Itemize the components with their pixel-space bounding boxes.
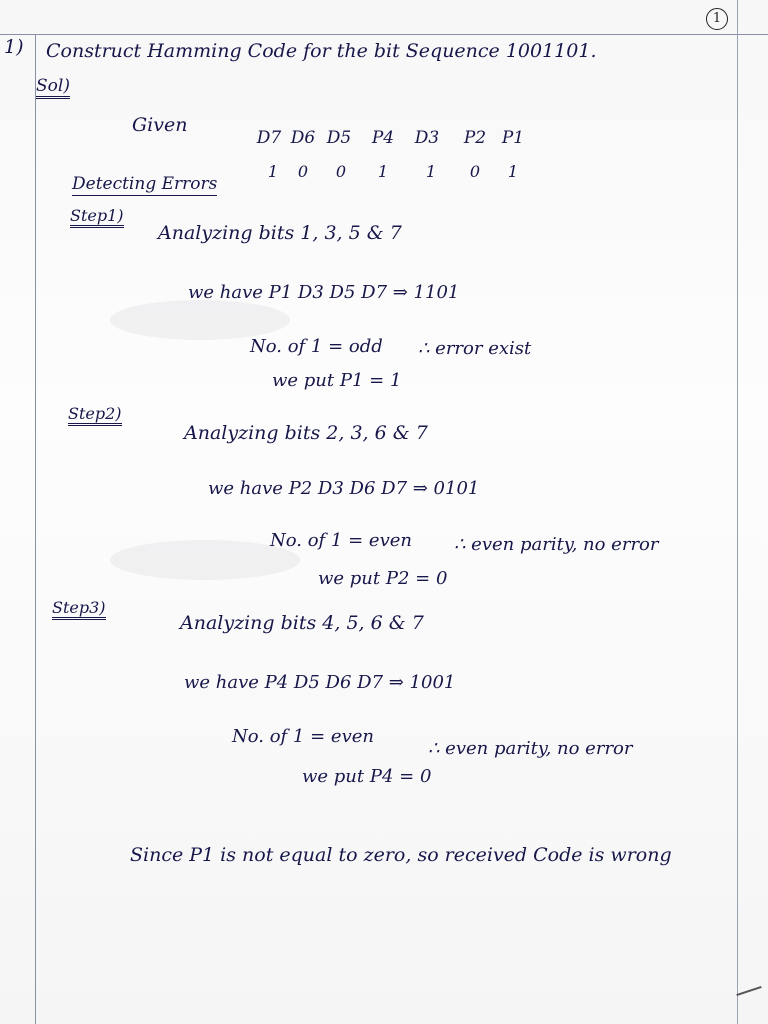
- step-result: ∴ error exist: [418, 338, 532, 359]
- bit-value: 1: [377, 162, 389, 181]
- corner-mark: [736, 986, 761, 996]
- solution-label: Sol): [36, 76, 70, 99]
- top-rule-line: [0, 34, 768, 35]
- step-analyzing: Analyzing bits 4, 5, 6 & 7: [180, 612, 424, 634]
- right-rule-line: [737, 0, 738, 1024]
- step-put: we put P1 = 1: [272, 370, 402, 391]
- bit-value: 0: [469, 162, 481, 181]
- bit-value: 1: [425, 162, 437, 181]
- bit-value: 0: [297, 162, 309, 181]
- question-number: 1): [4, 36, 24, 58]
- given-label: Given: [132, 114, 188, 136]
- step-analyzing: Analyzing bits 1, 3, 5 & 7: [158, 222, 402, 244]
- step-result: ∴ even parity, no error: [428, 738, 633, 759]
- step-we-have: we have P1 D3 D5 D7 ⇒ 1101: [188, 282, 460, 303]
- position-label: D7: [256, 128, 282, 148]
- position-label: D5: [326, 128, 352, 148]
- step-put: we put P4 = 0: [302, 766, 432, 787]
- margin-rule-line: [35, 34, 36, 1024]
- bit-value: 0: [335, 162, 347, 181]
- step-count: No. of 1 = odd: [250, 336, 383, 357]
- question-text: Construct Hamming Code for the bit Sequence 1001101.: [46, 40, 597, 62]
- conclusion-text: Since P1 is not equal to zero, so received Code is wrong: [130, 844, 672, 866]
- step-label: Step1): [70, 206, 124, 228]
- step-count: No. of 1 = even: [232, 726, 374, 747]
- page-number: 1: [706, 8, 728, 30]
- step-result: ∴ even parity, no error: [454, 534, 659, 555]
- section-heading: Detecting Errors: [72, 174, 218, 194]
- bit-value: 1: [507, 162, 519, 181]
- step-we-have: we have P2 D3 D6 D7 ⇒ 0101: [208, 478, 480, 499]
- smudge: [110, 300, 290, 340]
- step-label: Step3): [52, 598, 106, 620]
- position-label: D3: [414, 128, 440, 148]
- step-label: Step2): [68, 404, 122, 426]
- bit-value: 1: [267, 162, 279, 181]
- position-label: P1: [501, 128, 525, 148]
- step-we-have: we have P4 D5 D6 D7 ⇒ 1001: [184, 672, 456, 693]
- position-label: D6: [290, 128, 316, 148]
- position-label: P2: [463, 128, 487, 148]
- position-label: P4: [371, 128, 395, 148]
- step-count: No. of 1 = even: [270, 530, 412, 551]
- step-put: we put P2 = 0: [318, 568, 448, 589]
- step-analyzing: Analyzing bits 2, 3, 6 & 7: [184, 422, 428, 444]
